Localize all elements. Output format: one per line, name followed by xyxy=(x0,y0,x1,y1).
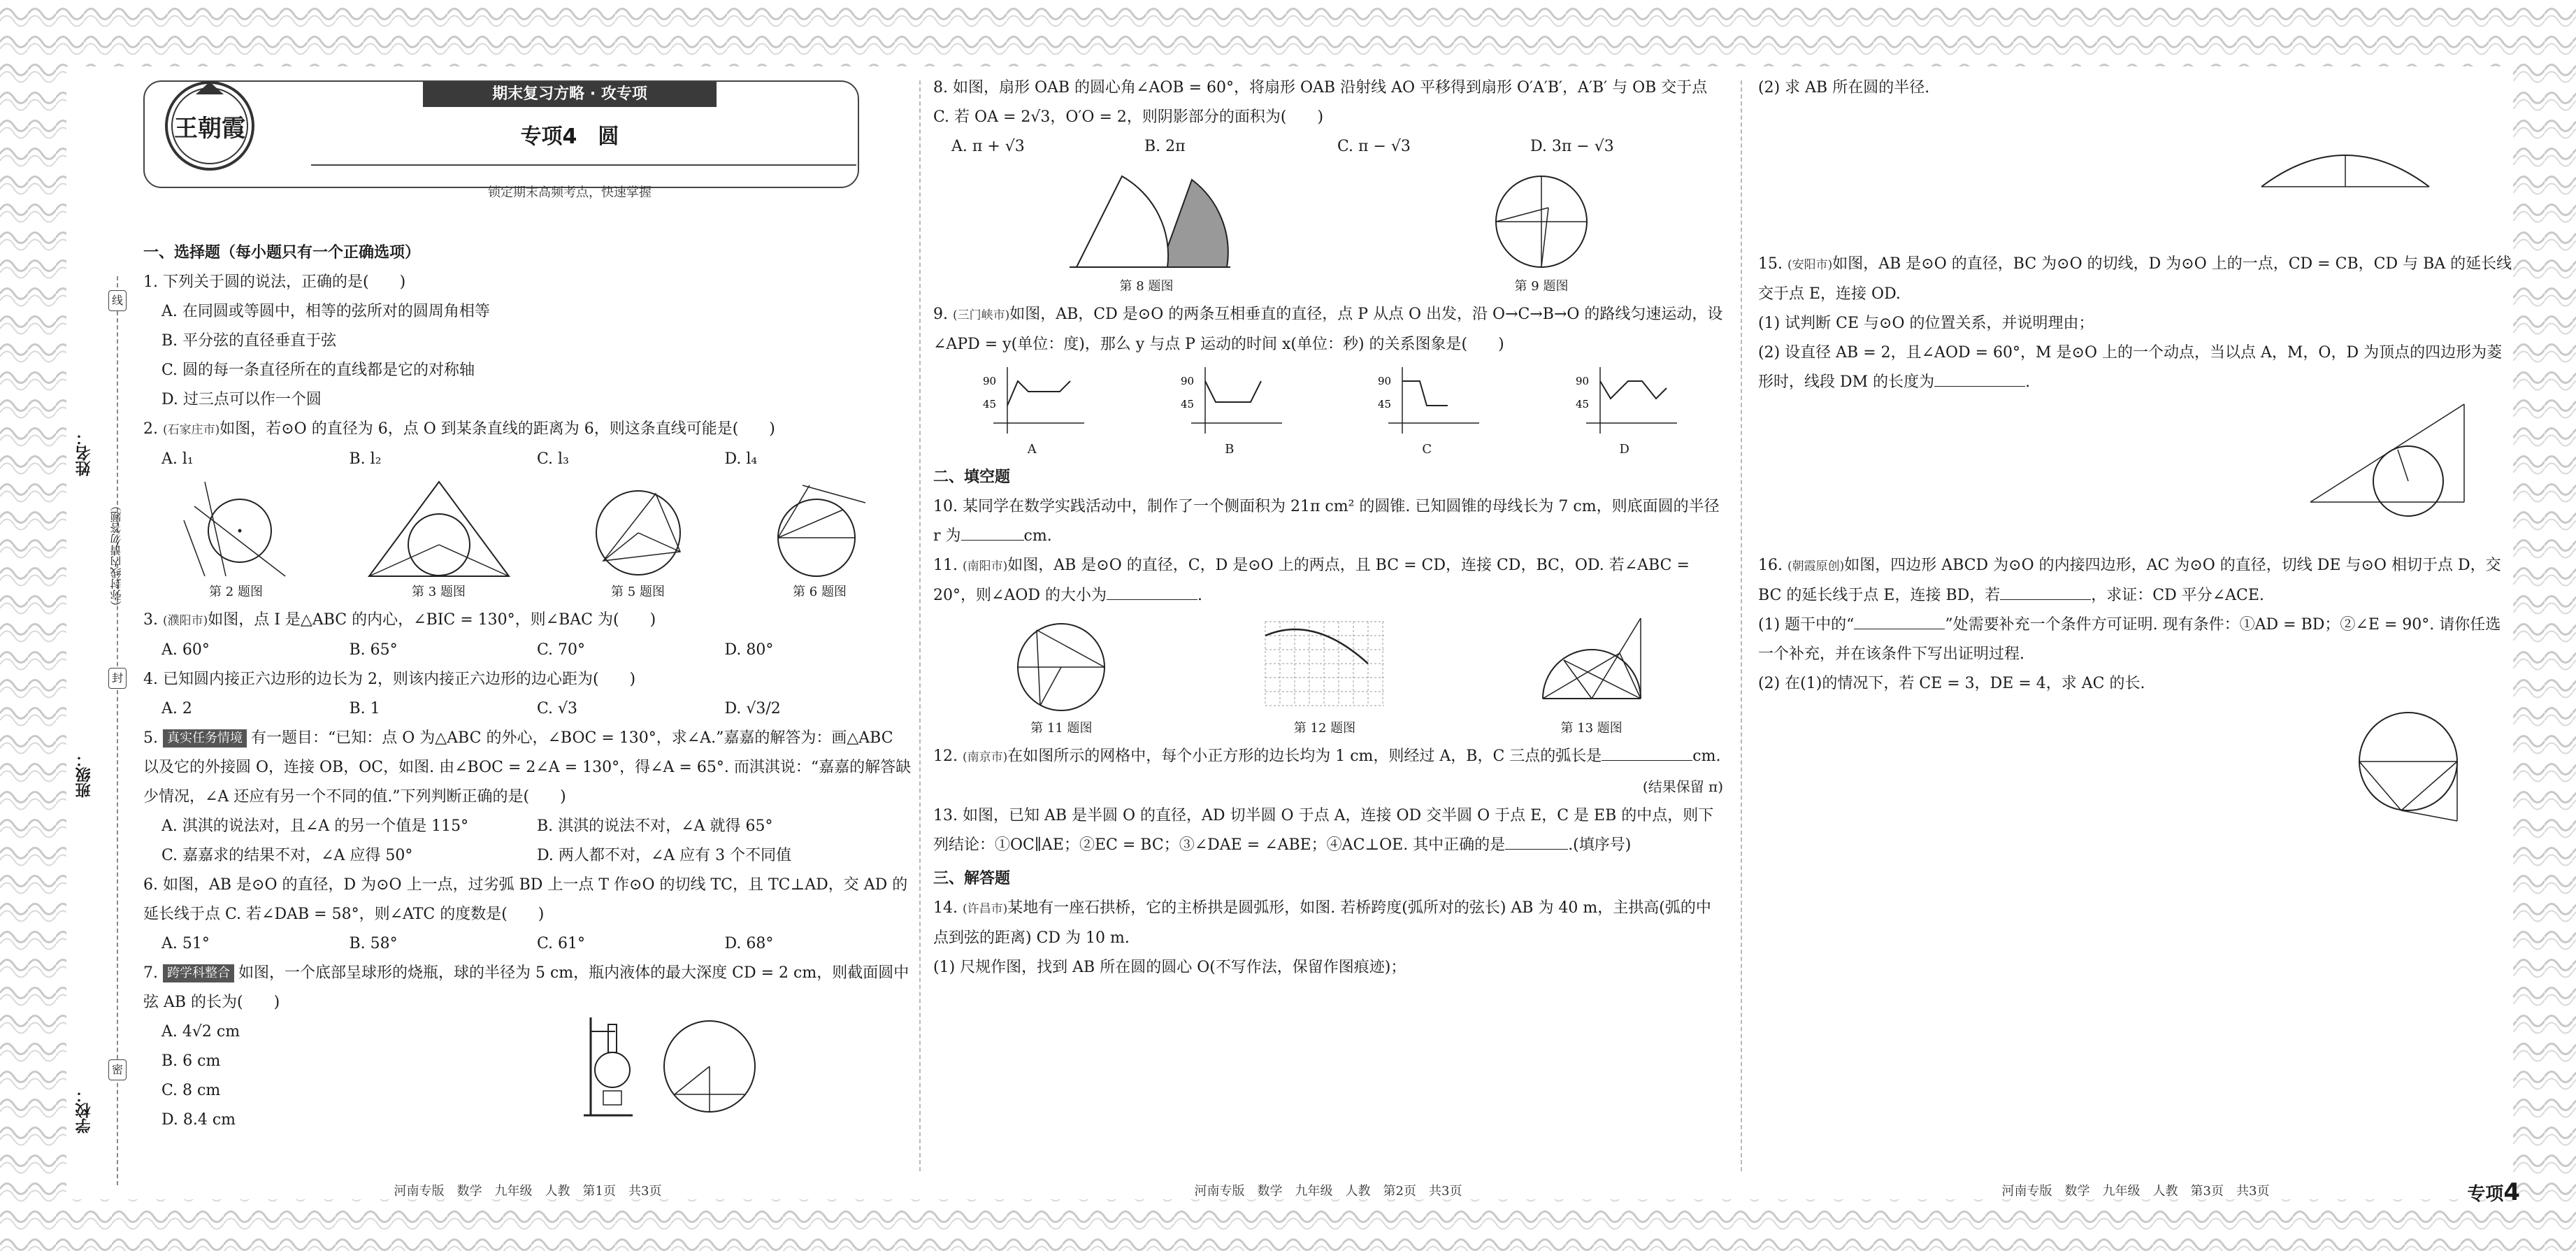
graph-b xyxy=(1174,364,1286,441)
svg-text:90: 90 xyxy=(1575,375,1589,387)
option: A. l₁ xyxy=(161,450,194,468)
page-title: 专项4 圆 xyxy=(520,124,619,149)
name-label: 姓名： xyxy=(75,430,93,476)
fig14-block xyxy=(1758,103,2513,208)
fig7-diagram xyxy=(577,1010,758,1122)
figure xyxy=(1002,615,1121,738)
option: D. 8.4 cm xyxy=(161,1111,236,1129)
page-footer: 河南专版 数学 九年级 人教 第3页 共3页 xyxy=(2001,1184,2270,1199)
fig9-diagram xyxy=(1482,166,1601,278)
header-banner: 期末复习方略 · 攻专项 xyxy=(423,82,717,107)
question-15: 15. (安阳市)如图，AB 是⊙O 的直径，BC 为⊙O 的切线，D 为⊙O 上的一点，CD = CB，CD 与 BA 的延长线交于点 E，连接 OD. xyxy=(1758,255,2512,303)
question-3: 3. (濮阳市)如图，点 I 是△ABC 的内心，∠BIC = 130°，则∠BAC 为( ) xyxy=(143,611,656,629)
options-row xyxy=(143,445,912,474)
seal-mark: 密 xyxy=(108,1059,127,1080)
fig14-diagram xyxy=(2247,103,2443,201)
option: D. 80° xyxy=(724,641,774,659)
figure-row xyxy=(933,166,1723,296)
graph-label: D xyxy=(1619,442,1629,457)
option: B. 平分弦的直径垂直于弦 xyxy=(161,332,337,350)
topic-corner-label: 专项4 xyxy=(2467,1178,2520,1206)
question-14: 14. (许昌市)某地有一座石拱桥，它的主桥拱是圆弧形，如图. 若桥跨度(弧所对的弦长) AB 为 40 m，主拱高(弧的中点到弦的距离) CD 为 10 m. xyxy=(933,899,1711,947)
figure-caption: 第 5 题图 xyxy=(611,585,665,599)
svg-text:王朝霞: 王朝霞 xyxy=(174,115,245,143)
graph-options-row xyxy=(933,364,1723,459)
option: B. 65° xyxy=(349,641,398,659)
answer-blank[interactable] xyxy=(1934,371,2025,387)
options-row xyxy=(143,812,912,841)
question-15-part-1: (1) 试判断 CE 与⊙O 的位置关系，并说明理由； xyxy=(1758,315,2094,332)
column-divider xyxy=(1741,80,1742,1171)
options-row xyxy=(143,636,912,665)
seal-mark: 封 xyxy=(108,668,127,689)
question-2: 2. (石家庄市)如图，若⊙O 的直径为 6，点 O 到某条直线的距离为 6，则这条直线可能是( ) xyxy=(143,420,775,438)
option: B. 2π xyxy=(1144,138,1186,155)
figure xyxy=(761,478,879,601)
page-footer: 河南专版 数学 九年级 人教 第2页 共3页 xyxy=(1194,1184,1462,1199)
fig15-diagram xyxy=(2303,397,2471,523)
question-8: 8. 如图，扇形 OAB 的圆心角∠AOB = 60°，将扇形 OAB 沿射线 AO 平移得到扇形 O′A′B′，A′B′ 与 OB 交于点 C. 若 OA = 2√3，O′O = 2，则阴影部分的面积为( ) xyxy=(933,79,1708,126)
svg-text:90: 90 xyxy=(983,375,997,387)
fig16-block xyxy=(1758,699,2513,838)
answer-blank[interactable] xyxy=(1854,613,1945,629)
note: (结果保留 π) xyxy=(1642,778,1723,795)
question-11: 11. (南阳市)如图，AB 是⊙O 的直径，C，D 是⊙O 上的两点，且 BC = CD，连接 CD，BC，OD. 若∠ABC = 20°，则∠AOD 的大小为 . xyxy=(933,557,1690,604)
fig15-block xyxy=(1758,397,2513,537)
graph-option xyxy=(1569,364,1681,459)
option: A. 4√2 cm xyxy=(161,1023,240,1041)
question-10: 10. 某同学在数学实践活动中，制作了一个侧面积为 21π cm² 的圆锥. 已知圆锥的母线长为 7 cm，则底面圆的半径 r 为 cm. xyxy=(933,498,1720,545)
graph-label: C xyxy=(1422,442,1432,457)
figure-row xyxy=(933,615,1723,738)
option: B. l₂ xyxy=(349,450,382,468)
seal-mark: 线 xyxy=(108,290,127,311)
question-5: 5. 真实任务情境 有一题目：“已知：点 O 为△ABC 的外心，∠BOC = 130°，求∠A.”嘉嘉的解答为：画△ABC 以及它的外接圆 O，连接 OB，OC，如图. 由∠BOC = 2∠A = 130°，得∠A = 65°. 而淇淇说：“嘉嘉的解答缺少情况，∠A 还应有另一个不同的值.”下列判断正确的是( ) xyxy=(143,729,912,806)
fig2-diagram xyxy=(177,478,296,583)
option: A. 51° xyxy=(161,935,210,952)
graph-option xyxy=(1174,364,1286,459)
task-tag: 跨学科整合 xyxy=(163,964,234,982)
svg-text:45: 45 xyxy=(1180,398,1194,410)
fig6-diagram xyxy=(761,478,879,583)
figure xyxy=(582,478,694,601)
option: D. 两人都不对，∠A 应有 3 个不同值 xyxy=(537,847,792,864)
option: C. 8 cm xyxy=(161,1082,221,1099)
fig11-diagram xyxy=(1002,615,1121,720)
answer-blank[interactable] xyxy=(1107,584,1197,600)
question-1: 1. 下列关于圆的说法，正确的是( ) xyxy=(143,273,406,291)
figure-caption: 第 2 题图 xyxy=(209,585,263,599)
figure-row xyxy=(143,478,912,601)
figure xyxy=(177,478,296,601)
column-divider xyxy=(919,80,921,1171)
fig8-diagram xyxy=(1056,166,1237,278)
graph-label: B xyxy=(1225,442,1235,457)
option: C. π − √3 xyxy=(1337,138,1411,155)
option: C. √3 xyxy=(537,700,578,717)
figure-caption: 第 11 题图 xyxy=(1030,721,1093,736)
svg-text:45: 45 xyxy=(1575,398,1589,410)
graph-label: A xyxy=(1027,442,1037,457)
question-7: 7. 跨学科整合 如图，一个底部呈球形的烧瓶，球的半径为 5 cm，瓶内液体的最大深度 CD = 2 cm，则截面圆中弦 AB 的长为( ) xyxy=(143,964,909,1011)
figure xyxy=(1056,166,1237,296)
graph-a xyxy=(976,364,1088,441)
q7-block xyxy=(143,1017,912,1136)
question-9: 9. (三门峡市)如图，AB，CD 是⊙O 的两条互相垂直的直径，点 P 从点 O 出发，沿 O→C→B→O 的路线匀速运动，设∠APD = y(单位：度)，那么 y 与点 P 运动的时间 x(单位：秒) 的关系图象是( ) xyxy=(933,306,1723,353)
question-16: 16. (朝霞原创)如图，四边形 ABCD 为⊙O 的内接四边形，AC 为⊙O 的直径，切线 DE 与⊙O 相切于点 D，交 BC 的延长线于点 E，连接 BD，若 ，求证：CD 平分∠ACE. xyxy=(1758,557,2501,604)
question-15-part-2: (2) 设直径 AB = 2，且∠AOD = 60°，M 是⊙O 上的一个动点，当以点 A，M，O，D 为顶点的四边形为菱形时，线段 DM 的长度为 . xyxy=(1758,344,2503,391)
figure-caption: 第 8 题图 xyxy=(1119,279,1174,294)
figure-caption: 第 3 题图 xyxy=(412,585,466,599)
column-page-1 xyxy=(143,66,912,1199)
graph-option xyxy=(1371,364,1483,459)
question-14-part-2: (2) 求 AB 所在圆的半径. xyxy=(1758,79,1930,96)
option: C. 圆的每一条直径所在的直线都是它的对称轴 xyxy=(161,362,475,379)
option: D. 68° xyxy=(724,935,774,952)
question-13: 13. 如图，已知 AB 是半圆 O 的直径，AD 切半圆 O 于点 A，连接 OD 交半圆 O 于点 E，C 是 EB 的中点，则下列结论：①OC∥AE；②EC = BC；③∠DAE = ∠ABE；④AC⊥OE. 其中正确的是 .(填序号) xyxy=(933,807,1714,854)
graph-d xyxy=(1569,364,1681,441)
fig16-diagram xyxy=(2338,699,2478,831)
answer-blank[interactable] xyxy=(1505,834,1568,850)
question-6: 6. 如图，AB 是⊙O 的直径，D 为⊙O 上一点，过劣弧 BD 上一点 T 作⊙O 的切线 TC，且 TC⊥AD，交 AD 的延长线于点 C. 若∠DAB = 58°，则∠ATC 的度数是( ) xyxy=(143,876,908,923)
question-16-part-1: (1) 题干中的“ ”处需要补充一个条件方可证明. 现有条件：①AD = BD；②∠E = 90°. 请你任选一个补充，并在该条件下写出证明过程. xyxy=(1758,610,2513,669)
answer-blank[interactable] xyxy=(2000,584,2091,600)
graph-c xyxy=(1371,364,1483,441)
graph-option xyxy=(976,364,1088,459)
option: A. 在同圆或等圆中，相等的弦所对的圆周角相等 xyxy=(161,303,490,320)
binding-strip xyxy=(73,276,136,1185)
column-page-2 xyxy=(933,66,1723,1199)
exam-sheet xyxy=(66,66,2520,1206)
section-heading: 二、填空题 xyxy=(933,469,1011,486)
seal-line xyxy=(117,276,118,1185)
svg-text:45: 45 xyxy=(1378,398,1392,410)
svg-text:90: 90 xyxy=(1180,375,1194,387)
school-label: 学校： xyxy=(75,1087,93,1134)
options-row xyxy=(143,929,912,959)
option: D. √3/2 xyxy=(724,700,781,717)
figure-caption: 第 12 题图 xyxy=(1293,721,1356,736)
figure-caption: 第 6 题图 xyxy=(793,585,847,599)
answer-blank[interactable] xyxy=(1602,745,1692,761)
figure-caption: 第 9 题图 xyxy=(1514,279,1569,294)
section-heading: 三、解答题 xyxy=(933,870,1011,887)
fig13-diagram xyxy=(1529,615,1655,720)
figure xyxy=(1482,166,1601,296)
class-label: 班级： xyxy=(75,752,93,798)
fig3-diagram xyxy=(362,478,516,583)
options-row xyxy=(933,132,1723,162)
option: D. l₄ xyxy=(724,450,758,468)
figure xyxy=(1258,615,1391,738)
option: C. 61° xyxy=(537,935,586,952)
option: B. 58° xyxy=(349,935,398,952)
option: B. 6 cm xyxy=(161,1052,221,1070)
fig12-diagram xyxy=(1258,615,1391,720)
figure xyxy=(362,478,516,601)
question-14-part-1: (1) 尺规作图，找到 AB 所在圆的圆心 O(不写作法，保留作图痕迹)； xyxy=(933,959,1406,976)
svg-text:45: 45 xyxy=(983,398,997,410)
option: A. 60° xyxy=(161,641,210,659)
seal-tip: （弥封线内请勿答题） xyxy=(110,500,123,612)
option: D. 3π − √3 xyxy=(1530,138,1614,155)
page-subtitle: 锁定期末高频考点，快速掌握 xyxy=(488,185,652,200)
option: B. 1 xyxy=(349,700,380,717)
question-4: 4. 已知圆内接正六边形的边长为 2，则该内接正六边形的边心距为( ) xyxy=(143,671,636,688)
logo-icon xyxy=(157,66,262,171)
fig5-diagram xyxy=(582,478,694,583)
figure xyxy=(1529,615,1655,738)
option: A. 淇淇的说法对，且∠A 的另一个值是 115° xyxy=(161,817,469,835)
task-tag: 真实任务情境 xyxy=(163,729,247,748)
section-heading: 一、选择题（每小题只有一个正确选项） xyxy=(143,244,421,262)
page-footer: 河南专版 数学 九年级 人教 第1页 共3页 xyxy=(394,1184,662,1199)
option: C. 70° xyxy=(537,641,586,659)
options-row xyxy=(143,841,912,871)
option: B. 淇淇的说法不对，∠A 就得 65° xyxy=(537,817,773,835)
figure-caption: 第 13 题图 xyxy=(1560,721,1622,736)
options-row xyxy=(143,694,912,724)
option: D. 过三点可以作一个圆 xyxy=(161,391,322,408)
option: A. π + √3 xyxy=(951,138,1025,155)
option: C. 嘉嘉求的结果不对，∠A 应得 50° xyxy=(161,847,413,864)
question-16-part-2: (2) 在(1)的情况下，若 CE = 3，DE = 4，求 AC 的长. xyxy=(1758,675,2145,692)
header-divider xyxy=(311,164,856,166)
option: A. 2 xyxy=(161,700,192,717)
column-page-3 xyxy=(1758,66,2520,1206)
header xyxy=(143,66,912,234)
option: C. l₃ xyxy=(537,450,569,468)
question-12: 12. (南京市)在如图所示的网格中，每个小正方形的边长均为 1 cm，则经过 A，B，C 三点的弧长是 cm. xyxy=(933,742,1723,772)
svg-text:90: 90 xyxy=(1378,375,1392,387)
answer-blank[interactable] xyxy=(961,524,1024,541)
